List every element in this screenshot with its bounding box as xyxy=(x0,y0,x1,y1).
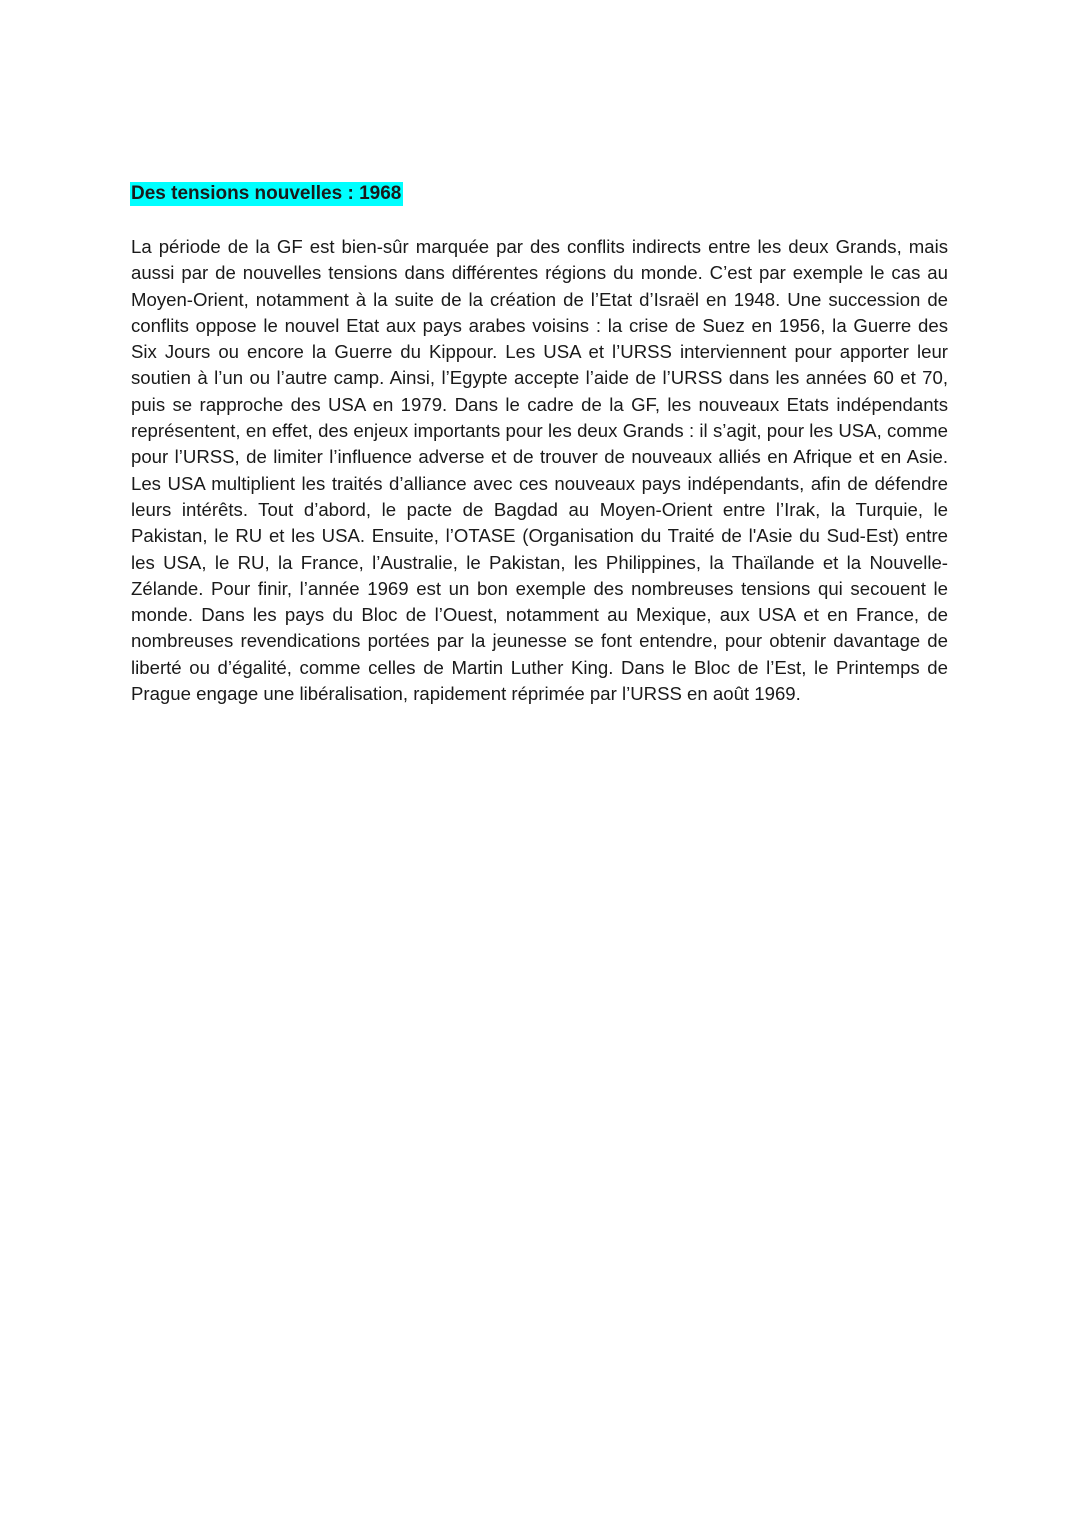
section-heading: Des tensions nouvelles : 1968 xyxy=(131,183,402,204)
document-content xyxy=(131,182,948,707)
body-paragraph: La période de la GF est bien-sûr marquée par des conflits indirects entre les deux Grands, mais aussi par de nouvelles tensions dans différentes régions du monde. C’est par exemple le cas au Moyen-Orient, notamment à la suite de la création de l’Etat d’Israël en 1948. Une succession de conflits oppose le nouvel Etat aux pays arabes voisins : la crise de Suez en 1956, la Guerre des Six Jours ou encore la Guerre du Kippour. Les USA et l’URSS interviennent pour apporter leur soutien à l’un ou l’autre camp. Ainsi, l’Egypte accepte l’aide de l’URSS dans les années 60 et 70, puis se rapproche des USA en 1979. Dans le cadre de la GF, les nouveaux Etats indépendants représentent, en effet, des enjeux importants pour les deux Grands : il s’agit, pour les USA, comme pour l’URSS, de limiter l’influence adverse et de trouver de nouveaux alliés en Afrique et en Asie. Les USA multiplient les traités d’alliance avec ces nouveaux pays indépendants, afin de défendre leurs intérêts. Tout d’abord, le pacte de Bagdad au Moyen-Orient entre l’Irak, la Turquie, le Pakistan, le RU et les USA. Ensuite, l’OTASE (Organisation du Traité de l'Asie du Sud-Est) entre les USA, le RU, la France, l’Australie, le Pakistan, les Philippines, la Thaïlande et la Nouvelle-Zélande. Pour finir, l’année 1969 est un bon exemple des nombreuses tensions qui secouent le monde. Dans les pays du Bloc de l’Ouest, notamment au Mexique, aux USA et en France, de nombreuses revendications portées par la jeunesse se font entendre, pour obtenir davantage de liberté ou d’égalité, comme celles de Martin Luther King. Dans le Bloc de l’Est, le Printemps de Prague engage une libéralisation, rapidement réprimée par l’URSS en août 1969. xyxy=(131,236,948,705)
